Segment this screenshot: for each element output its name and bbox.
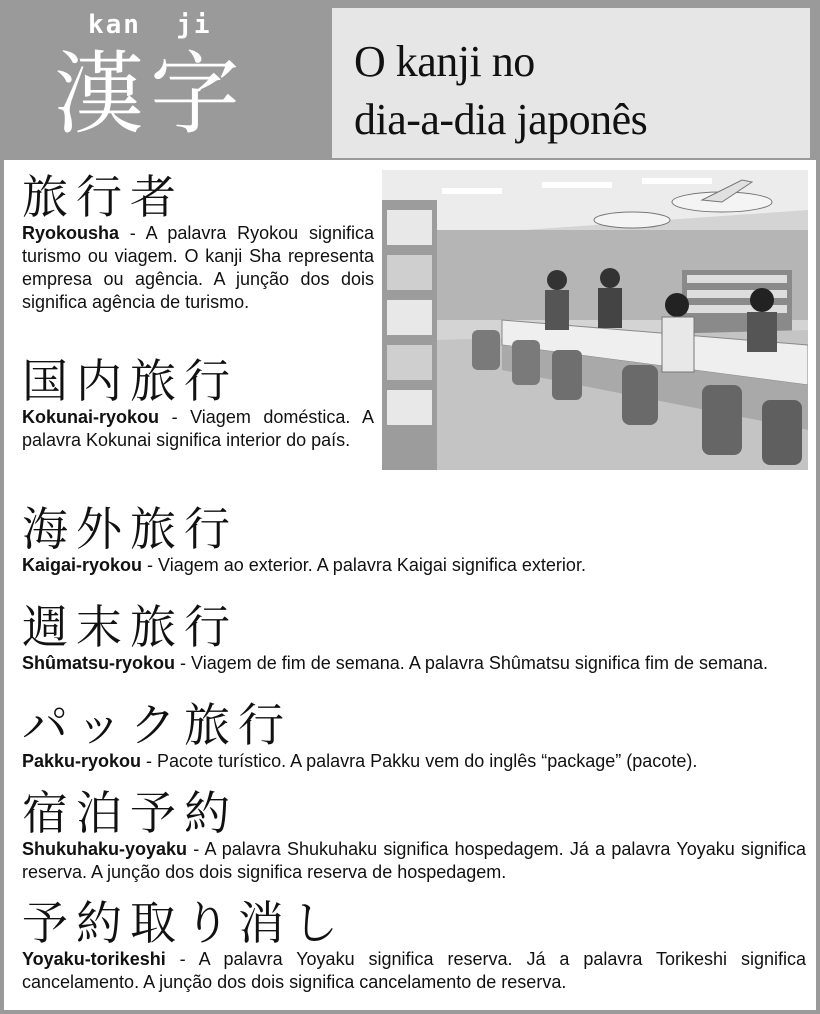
entry-text: - Viagem de fim de semana. A palavra Shûmatsu significa fim de semana.	[175, 653, 769, 673]
entry-description	[22, 222, 374, 314]
logo-kanji: 漢字	[54, 42, 246, 147]
entry-description	[22, 750, 806, 773]
title-box	[332, 8, 810, 158]
travel-agency-photo	[382, 170, 808, 470]
page-title-line-2: dia-a-dia japonês	[354, 95, 648, 144]
entry-kanji: 海外旅行	[22, 502, 238, 556]
photo-illustration	[382, 170, 808, 470]
entry-text: - A palavra Shukuhaku significa hospedagem. Já a palavra Yoyaku significa reserva. A junção dos dois significa reserva de hospedagem.	[22, 839, 806, 882]
entry-kokunai-ryokou	[22, 356, 374, 452]
entry-ryokousha	[22, 172, 374, 314]
entry-description	[22, 406, 374, 452]
entry-text: - A palavra Ryokou significa turismo ou viagem. O kanji Sha representa empresa ou agência. A junção dos dois significa agência de turismo.	[22, 223, 374, 312]
entry-kanji: 予約取り消し	[22, 896, 346, 950]
entry-shukuhaku-yoyaku	[22, 788, 806, 884]
logo-romaji: kan ji	[88, 10, 212, 40]
entry-kanji: 国内旅行	[22, 354, 238, 408]
kanji-logo	[4, 0, 326, 160]
entry-term: Shûmatsu-ryokou	[22, 653, 176, 673]
entry-term: Kaigai-ryokou	[22, 555, 143, 575]
entry-text: - Viagem ao exterior. A palavra Kaigai significa exterior.	[142, 555, 586, 575]
entry-kanji: 宿泊予約	[22, 786, 238, 840]
header-banner	[4, 0, 816, 160]
entry-yoyaku-torikeshi	[22, 898, 806, 994]
entry-description	[22, 948, 806, 994]
entry-term: Yoyaku-torikeshi	[22, 949, 166, 969]
entry-text: - Pacote turístico. A palavra Pakku vem do inglês “package” (pacote).	[141, 751, 698, 771]
page-title-line-1: O kanji no	[354, 37, 535, 86]
entry-shumatsu-ryokou	[22, 602, 806, 675]
entry-text: - Viagem doméstica. A palavra Kokunai significa interior do país.	[22, 407, 374, 450]
entry-kanji: 旅行者	[22, 170, 184, 224]
entry-term: Pakku-ryokou	[22, 751, 142, 771]
entry-term: Kokunai-ryokou	[22, 407, 160, 427]
entry-kaigai-ryokou	[22, 504, 806, 577]
entry-description	[22, 554, 806, 577]
entry-kanji: 週末旅行	[22, 600, 238, 654]
entry-kanji: パック旅行	[22, 698, 292, 752]
entry-text: - A palavra Yoyaku significa reserva. Já a palavra Torikeshi significa cancelamento. A junção dos dois significa cancelamento de reserva.	[22, 949, 806, 992]
entry-term: Ryokousha	[22, 223, 120, 243]
entry-term: Shukuhaku-yoyaku	[22, 839, 188, 859]
entry-description	[22, 652, 806, 675]
entry-description	[22, 838, 806, 884]
entry-pakku-ryokou	[22, 700, 806, 773]
